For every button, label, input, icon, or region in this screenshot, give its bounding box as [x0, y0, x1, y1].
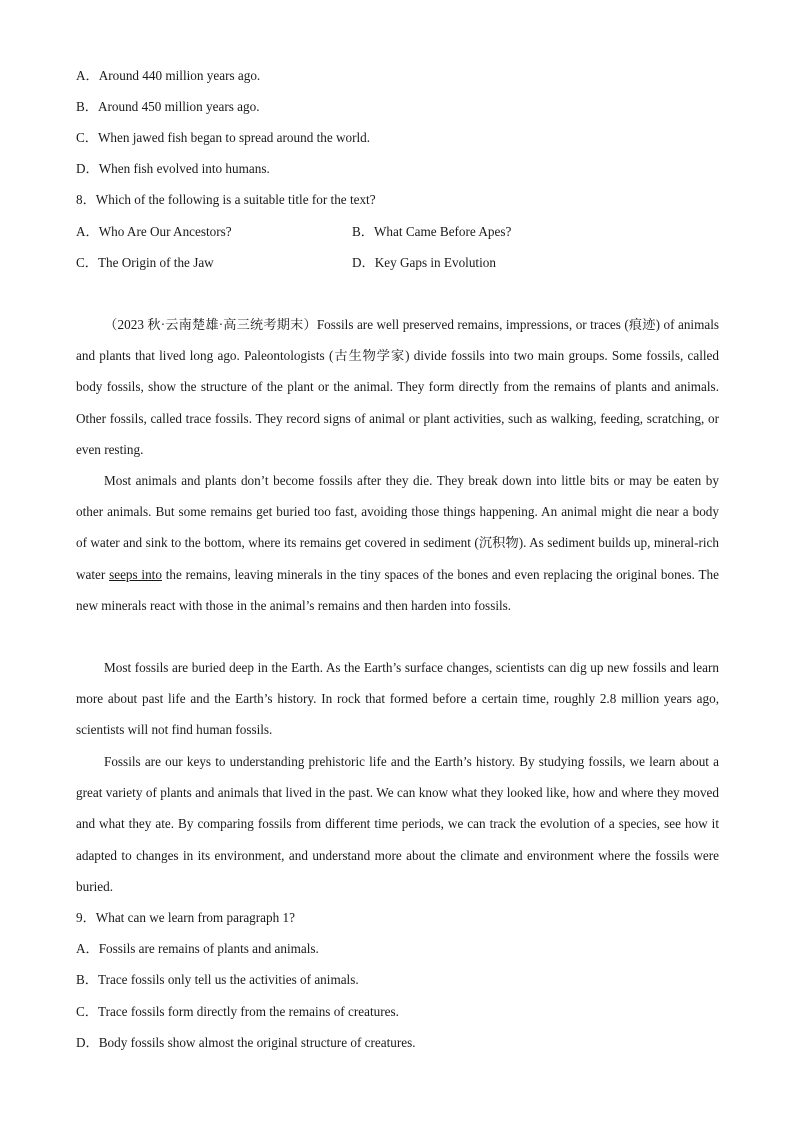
q9-option-a: A．Fossils are remains of plants and animals. — [76, 941, 319, 956]
q7-option-b: B．Around 450 million years ago. — [76, 99, 260, 114]
q9-option-b: B．Trace fossils only tell us the activities of animals. — [76, 972, 359, 987]
passage-p4-text: Fossils are our keys to understanding prehistoric life and the Earth’s history. By studying fossils, we learn about a great variety of plants and animals that lived in the past. We can know what they looked like, how and where they moved and what they ate. By comparing fossils from different time periods, we can track the evolution of a species, see how it adapted to changes in its environment, and understand more about the climate and environment where the fossils were buried. — [76, 754, 719, 894]
q7-option-c: C．When jawed fish began to spread around the world. — [76, 130, 371, 145]
q8-option-b: B．What Came Before Apes? — [352, 224, 512, 239]
passage-paragraph-2 — [76, 465, 719, 621]
q8-stem: 8．Which of the following is a suitable title for the text? — [76, 192, 376, 207]
q8-option-d: D．Key Gaps in Evolution — [352, 255, 496, 270]
q8-option-a: A．Who Are Our Ancestors? — [76, 224, 232, 239]
q9-option-d: D．Body fossils show almost the original structure of creatures. — [76, 1035, 416, 1050]
passage-source: （2023 秋·云南楚雄·高三统考期末） — [104, 317, 317, 332]
underlined-phrase: seeps into — [109, 566, 162, 582]
passage-paragraph-4 — [76, 746, 719, 902]
q9-stem: 9．What can we learn from paragraph 1? — [76, 910, 295, 925]
passage-p1-text: Fossils are well preserved remains, impressions, or traces (痕迹) of animals and plants that lived long ago. Paleontologists (古生物学家) divide fossils into two main groups. Some fossils, called body fossils, show the structure of the plant or the animal. They form directly from the remains of plants and animals. Other fossils, called trace fossils. They record signs of animal or plant activities, such as walking, feeding, scratching, or even resting. — [76, 317, 719, 457]
passage-paragraph-3 — [76, 652, 719, 746]
q7-option-a: A．Around 440 million years ago. — [76, 68, 261, 83]
passage-p2-text-a: Most animals and plants don’t become fossils after they die. They break down into little bits or may be eaten by other animals. But some remains get buried too fast, avoiding those things happening. An animal might die near a body of water and sink to the bottom, where its remains get covered in sediment (沉积物). As sediment builds up, mineral-rich water — [76, 473, 719, 582]
q7-option-d: D．When fish evolved into humans. — [76, 161, 270, 176]
passage-p3-text: Most fossils are buried deep in the Earth. As the Earth’s surface changes, scientists can dig up new fossils and learn more about past life and the Earth’s history. In rock that formed before a certain time, roughly 2.8 million years ago, scientists will not find human fossils. — [76, 660, 719, 738]
passage-p2-text-b: the remains, leaving minerals in the tiny spaces of the bones and even replacing the original bones. The new minerals react with those in the animal’s remains and then harden into fossils. — [76, 566, 719, 613]
q8-option-c: C．The Origin of the Jaw — [76, 255, 214, 270]
q9-option-c: C．Trace fossils form directly from the remains of creatures. — [76, 1004, 399, 1019]
passage-paragraph-1 — [76, 309, 719, 465]
